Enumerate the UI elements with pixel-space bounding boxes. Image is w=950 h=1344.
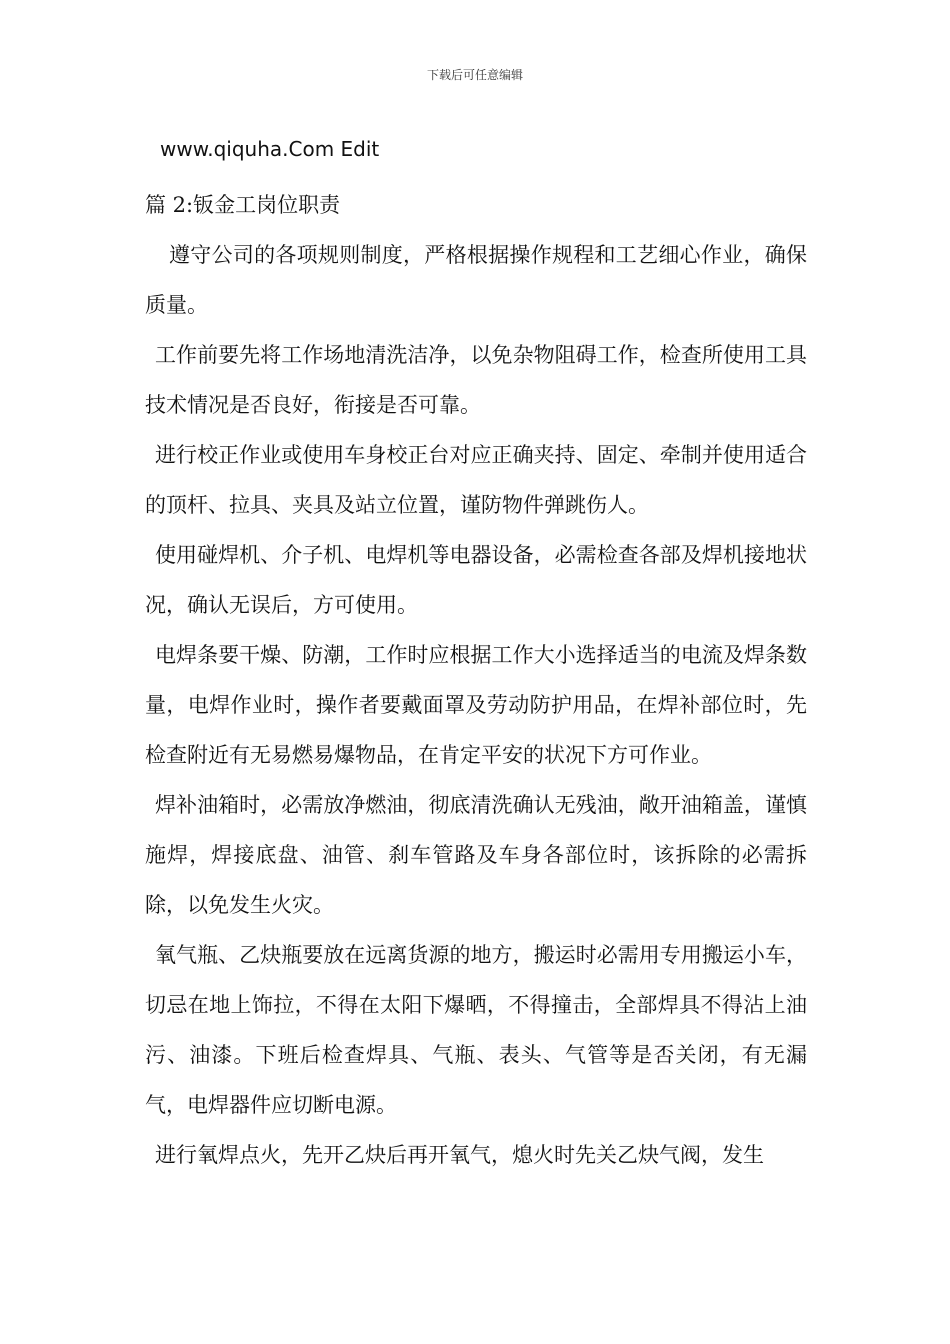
paragraph: 工作前要先将工作场地清洗洁净，以免杂物阻碍工作，检查所使用工具技术情况是否良好，衔接是否可靠。 xyxy=(145,343,807,417)
paragraph: 电焊条要干燥、防潮，工作时应根据工作大小选择适当的电流及焊条数量，电焊作业时，操作者要戴面罩及劳动防护用品，在焊补部位时，先检查附近有无易燃易爆物品，在肯定平安的状况下方可作业。 xyxy=(145,643,807,767)
document-body xyxy=(145,180,807,1180)
paragraph: 进行氧焊点火，先开乙炔后再开氧气，熄火时先关乙炔气阀，发生 xyxy=(155,1143,764,1167)
paragraph: 使用碰焊机、介子机、电焊机等电器设备，必需检查各部及焊机接地状况，确认无误后，方可使用。 xyxy=(145,543,807,617)
paragraph: 氧气瓶、乙炔瓶要放在远离货源的地方，搬运时必需用专用搬运小车，切忌在地上饰拉，不得在太阳下爆晒，不得撞击，全部焊具不得沾上油污、油漆。下班后检查焊具、气瓶、表头、气管等是否关闭，有无漏气，电焊器件应切断电源。 xyxy=(145,943,807,1117)
paragraph: 遵守公司的各项规则制度，严格根据操作规程和工艺细心作业，确保质量。 xyxy=(145,243,807,317)
page-header: 下载后可任意编辑 xyxy=(426,68,523,82)
paragraph: 焊补油箱时，必需放净燃油，彻底清洗确认无残油，敞开油箱盖，谨慎施焊，焊接底盘、油管、刹车管路及车身各部位时，该拆除的必需拆除，以免发生火灾。 xyxy=(145,793,807,917)
website-url: www.qiquha.Com Edit xyxy=(160,137,380,161)
paragraph: 进行校正作业或使用车身校正台对应正确夹持、固定、牵制并使用适合的顶杆、拉具、夹具及站立位置，谨防物件弹跳伤人。 xyxy=(145,443,807,517)
section-heading: 篇 2:钣金工岗位职责 xyxy=(145,193,341,217)
